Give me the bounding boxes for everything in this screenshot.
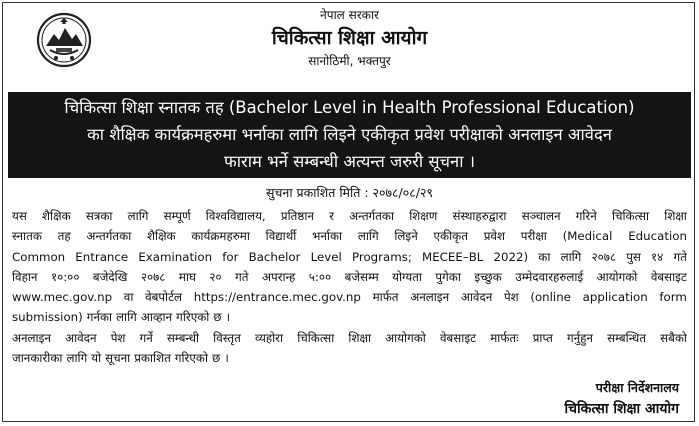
body-word: विहान [12,269,38,284]
body-word: आयोगको [596,269,638,284]
body-word: शिक्षा [664,209,687,223]
body-word: सम्पूर्ण [163,209,191,223]
body-word: माघ [178,269,196,284]
body-word: वेबपोर्टल [145,290,183,305]
body-word: गते [673,249,687,264]
body-word: Bachelor [248,249,301,264]
letterhead [0,6,699,70]
body-word: २०७८ [591,249,617,264]
body-word: अनलाइन [410,290,450,305]
body-word: सत्रका [85,209,113,223]
body-word: 2022) [493,249,529,264]
body-word: लागि [357,229,379,244]
body-word: यस [12,209,27,223]
body-word: विस्तृत [213,330,241,345]
body-word: १४ [651,249,664,264]
body-line [12,328,687,348]
body-word: मार्फतः [490,330,519,345]
body-word: आयोगको [385,330,426,345]
body-word: पेश [110,330,126,345]
notice-title-banner [8,92,691,178]
body-word: अनलाइन [12,330,51,345]
body-word: पुगेका [435,269,461,284]
body-word: गर्नका [86,310,113,325]
body-word: application [582,290,648,305]
organization-name: चिकित्सा शिक्षा आयोग [271,27,428,49]
body-word: लागि [127,209,149,223]
body-word: वेबसाइट [650,269,687,284]
body-word: for [222,249,239,264]
body-word: बजेदेखि [92,269,128,284]
body-line [12,348,687,368]
body-word: शिक्षण [409,209,438,223]
body-line [12,247,687,267]
body-word: गर्ने [139,330,153,345]
body-word: स्नातक [12,229,42,244]
body-word: form [659,290,687,305]
body-word: वेबसाइट [440,330,477,345]
body-word: चिकित्सा [297,330,335,345]
body-word: सूचना [105,351,131,366]
body-word: गरिएको [176,310,210,325]
body-word: वा [123,290,134,305]
body-word: २०७८ [140,269,166,284]
body-word: लिइने [394,229,418,244]
body-word: https://entrance.mec.gov.np [193,290,361,305]
body-word: आवेदन [65,330,97,345]
body-word: परीक्षा [520,229,547,244]
body-word: २० [209,269,222,284]
body-word: उम्मेदवारहरुलाई [515,269,584,284]
body-line [12,206,687,226]
body-word: सञ्चालन [521,209,561,223]
body-word: www.mec.gov.np [12,290,113,305]
body-word: सम्बन्धी [166,330,200,345]
body-word: आव्हान [140,310,173,325]
body-word: लागि [116,310,137,325]
body-word: मार्फत [372,290,399,305]
body-word: शैक्षिक [147,229,176,244]
body-word: एकीकृत [433,229,468,244]
body-line [12,267,687,287]
body-word: संस्थाहरुद्वारा [452,209,507,223]
body-word: अन्तर्गतका [86,229,132,244]
body-line [12,307,687,327]
body-word: बजेसम्म [344,269,379,284]
body-word: आवेदन [460,290,493,305]
body-word: विश्वविद्यालय, [205,209,266,223]
body-word: तह [57,229,71,244]
body-word: पुस [626,249,641,264]
body-word: प्रतिष्ठान [280,209,314,223]
body-word: गरिएको [174,351,209,366]
banner-line-3: फाराम भर्ने सम्बन्धी अत्यन्त जरुरी सूचना । [224,152,475,171]
body-word: गरिने [575,209,597,223]
body-line [12,287,687,307]
notice-body [12,206,687,368]
body-word: अन्तर्गतका [349,209,395,223]
body-word: चिकित्सा [611,209,650,223]
body-word: प्राप्त [532,330,553,345]
body-word: Examination [138,249,213,264]
body-word: छ [213,310,222,325]
published-date: सुचना प्रकाशित मिति : २०७८/०८/२९ [266,185,433,200]
body-word: Entrance [75,249,129,264]
body-word: छ [212,351,221,366]
body-word: अपरान्ह [261,269,296,284]
body-word: Programs; [351,249,412,264]
body-line [12,226,687,246]
body-word: लागि [560,249,582,264]
body-word: लागि [66,351,88,366]
body-word: भर्नाका [312,229,343,244]
body-word: गते [235,269,249,284]
body-word: का [538,249,551,264]
body-word: । [224,351,229,366]
body-word: Level [310,249,342,264]
body-word: व्यहोरा [254,330,284,345]
banner-line-1: चिकित्सा शिक्षा स्नातक तह (Bachelor Level in Health Professional Education) [64,98,635,117]
body-word: प्रवेश [483,229,506,244]
body-word: प्रकाशित [134,351,171,366]
body-word: गर्नुहुन [566,330,593,345]
government-name: नेपाल सरकार [320,8,379,22]
body-word: यो [91,351,102,366]
body-word: १०:०० [50,269,80,284]
body-word: submission) [12,310,83,325]
body-word: विद्यार्थी [265,229,297,244]
organization-location: सानोठिमी, भक्तपुर [308,54,391,68]
body-word: (Medical [562,229,613,244]
body-word: (online [530,290,571,305]
body-word: । [225,310,231,325]
body-word: कार्यक्रमहरुमा [191,229,250,244]
body-word: जानकारीका [12,351,63,366]
body-word: Common [12,249,66,264]
body-word: शैक्षिक [42,209,71,223]
body-word: ५:०० [308,269,332,284]
body-word: र [329,209,334,223]
signature-block [565,378,679,420]
body-word: योग्यता [392,269,422,284]
body-word: इच्छुक [474,269,502,284]
signature-organization: चिकित्सा शिक्षा आयोग [564,401,679,417]
signature-division: परीक्षा निर्देशनालय [595,380,679,395]
body-word: सम्बन्धित [607,330,646,345]
body-word: सबैको [660,330,687,345]
banner-line-2: का शैक्षिक कार्यक्रमहरुमा भर्नाका लागि लिइने एकीकृत प्रवेश परीक्षाको अनलाइन आवेदन [87,125,612,144]
body-word: MECEE–BL [422,249,484,264]
body-word: पेश [503,290,519,305]
body-word: Education [628,229,687,244]
body-word: शिक्षा [348,330,371,345]
